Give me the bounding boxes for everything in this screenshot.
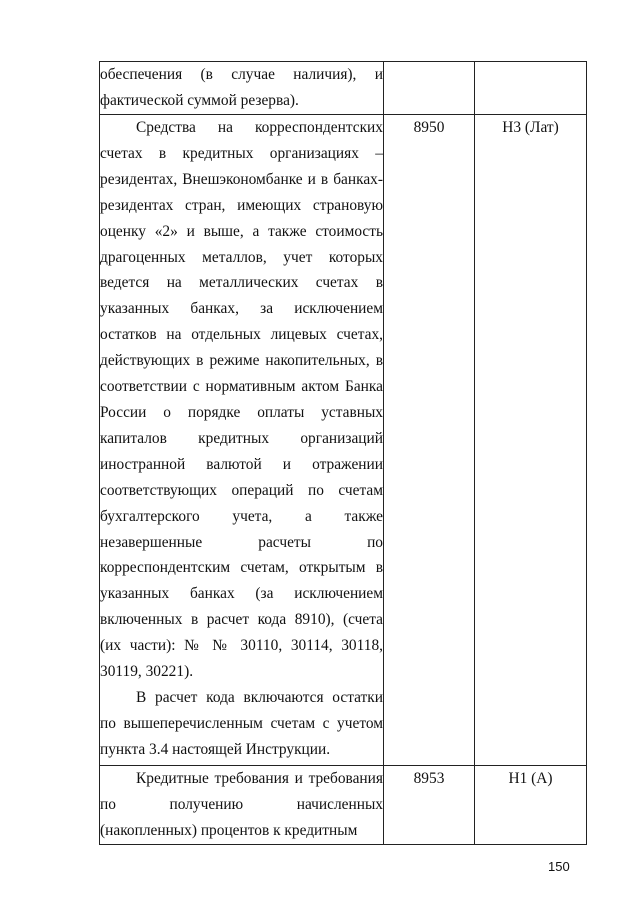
page-number: 150 — [548, 859, 570, 874]
description-paragraph: обеспечения (в случае наличия), и фактической суммой резерва). — [100, 66, 383, 109]
code-cell — [384, 766, 475, 845]
normative-value: Н3 (Лат) — [502, 119, 559, 136]
description-paragraph: В расчет кода включаются остатки по вышеперечисленным счетам с учетом пункта 3.4 настоящей Инструкции. — [100, 688, 383, 758]
code-value: 8950 — [413, 119, 445, 136]
code-cell — [384, 115, 475, 766]
normative-codes-table — [99, 61, 587, 845]
table-row — [100, 115, 587, 766]
normative-cell — [475, 62, 587, 115]
description-cell — [100, 766, 384, 845]
description-paragraph: Средства на корреспондентских счетах в кредитных организациях – резидентах, Внешэкономбанке и в банках-резидентах стран, имеющих страновую оценку «2» и выше, а также стоимость драгоценных металлов, учет которых ведется на металлических счетах в указанных банках, за исключением остатков на отдельных лицевых счетах, действующих в режиме накопительных, в соответствии с нормативным актом Банка России о порядке оплаты уставных капиталов кредитных организаций иностранной валютой и отражении соответствующих операций по счетам бухгалтерского учета, а также незавершенные расчеты по корреспондентским счетам, открытым в указанных банках (за исключением включенных в расчет кода 8910), (счета (их части): № № 30110, 30114, 30118, 30119, 30221). — [100, 119, 383, 681]
table-row — [100, 766, 587, 845]
normative-cell — [475, 766, 587, 845]
description-cell — [100, 115, 384, 766]
normative-cell — [475, 115, 587, 766]
normative-value: Н1 (А) — [508, 770, 553, 787]
description-paragraph: Кредитные требования и требования по получению начисленных (накопленных) процентов к кредитным — [100, 770, 383, 839]
code-value: 8953 — [413, 770, 445, 787]
code-cell — [384, 62, 475, 115]
description-cell — [100, 62, 384, 115]
table-row — [100, 62, 587, 115]
